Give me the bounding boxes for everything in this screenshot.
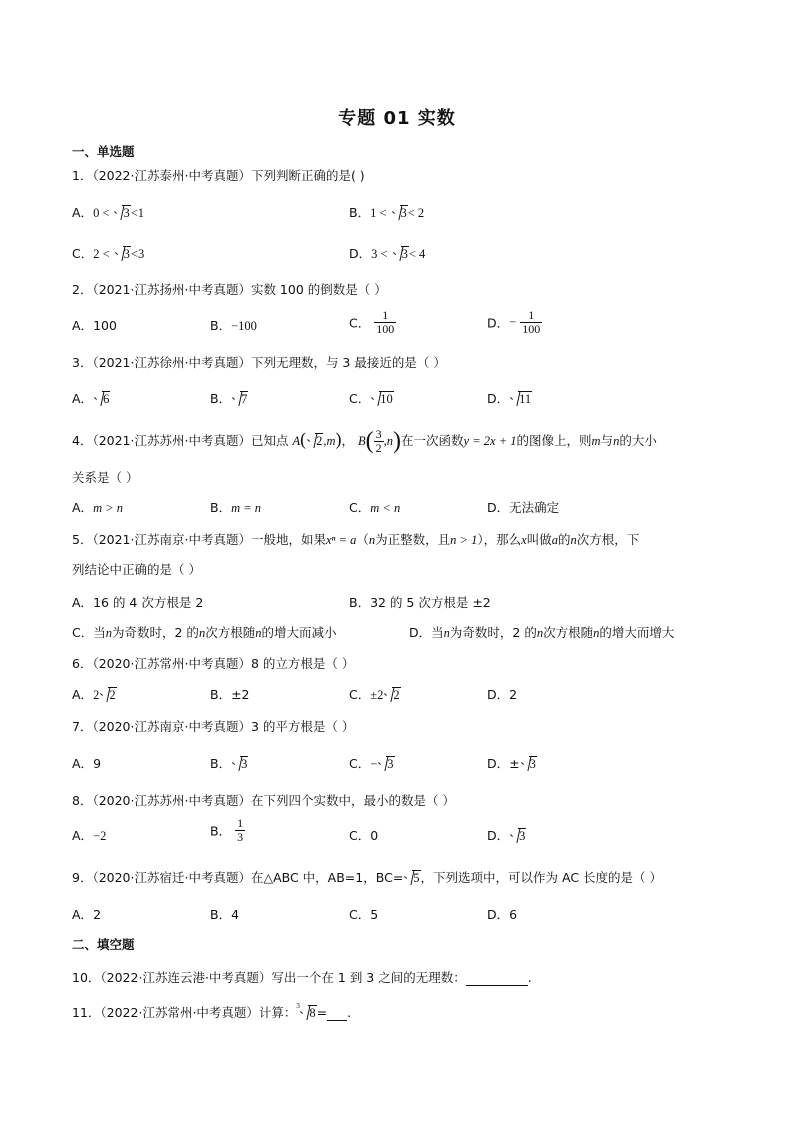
- q1-option-a: A．0 < 3<1: [72, 205, 145, 220]
- sqrt-symbol: 5: [404, 870, 420, 886]
- sqrt-symbol: 3: [114, 205, 130, 221]
- sqrt-symbol: 2: [384, 687, 400, 703]
- sqrt-symbol: 10: [371, 391, 394, 407]
- question-11-stem: 11．（2022·江苏常州·中考真题）计算： 3 8= .: [72, 1002, 352, 1020]
- q4-option-a: A．m > n: [72, 500, 124, 515]
- sqrt-symbol: 3: [378, 756, 394, 772]
- q9-option-a: A．2: [72, 907, 102, 922]
- q3-option-d: D． 11: [487, 391, 532, 406]
- sqrt-symbol: 11: [510, 391, 532, 407]
- q8-option-a: A．−2: [72, 828, 107, 843]
- q8-option-d: D． 3: [487, 828, 526, 843]
- sqrt-symbol: 8: [300, 1005, 316, 1021]
- sqrt-symbol: 3: [232, 756, 248, 772]
- question-9-stem: 9．（2020·江苏宿迁·中考真题）在△ABC 中，AB=1，BC= 5，下列选项中，可以作为 AC 长度的是（ ）: [72, 870, 663, 885]
- q1-option-d: D．3 < 3< 4: [349, 246, 426, 261]
- q9-option-b: B．4: [210, 907, 240, 922]
- q2-option-a: A．100: [72, 318, 117, 333]
- question-7-stem: 7．（2020·江苏南京·中考真题）3 的平方根是（ ）: [72, 719, 355, 734]
- fraction: $\frac{1}{100}$: [522, 308, 541, 336]
- q2-option-b: B．−100: [210, 318, 257, 333]
- question-5-stem-line2: 列结论中正确的是（ ）: [72, 562, 201, 577]
- q6-option-a: A．2 2: [72, 687, 116, 702]
- question-3-stem: 3．（2021·江苏徐州·中考真题）下列无理数，与 3 最接近的是（ ）: [72, 355, 446, 370]
- q6-option-d: D．2: [487, 687, 518, 702]
- q7-option-b: B． 3: [210, 756, 248, 771]
- sqrt-symbol: 6: [94, 391, 110, 407]
- question-8-stem: 8．（2020·江苏苏州·中考真题）在下列四个实数中，最小的数是（ ）: [72, 793, 455, 808]
- question-1-stem: 1．（2022·江苏泰州·中考真题）下列判断正确的是( ): [72, 168, 365, 183]
- sqrt-symbol: 3: [392, 205, 408, 221]
- question-2-stem: 2．（2021·江苏扬州·中考真题）实数 100 的倒数是（ ）: [72, 282, 387, 297]
- sqrt-symbol: 3: [510, 828, 526, 844]
- sqrt-symbol: 7: [232, 391, 248, 407]
- q4-option-b: B．m = n: [210, 500, 262, 515]
- q4-option-c: C．m < n: [349, 500, 401, 515]
- question-4-stem-line2: 关系是（ ）: [72, 470, 139, 485]
- section-heading-single-choice: 一、单选题: [72, 144, 135, 159]
- q5-option-a: A．16 的 4 次方根是 2: [72, 595, 204, 610]
- q2-option-d: D．− $\frac{1}{100}$: [487, 308, 541, 336]
- section-heading-fill-in: 二、填空题: [72, 937, 135, 952]
- q9-option-c: C．5: [349, 907, 379, 922]
- question-4-stem-line1: 4．（2021·江苏苏州·中考真题）已知点 A( 2,m)， B( $\frac{3}{2}$ ,n)在一次函数y = 2x + 1的图像上，则m与n的大小: [72, 427, 657, 455]
- question-5-stem-line1: 5．（2021·江苏南京·中考真题）一般地，如果xⁿ = a（n为正整数，且n > 1），那么x叫做a的n次方根，下: [72, 532, 640, 547]
- sqrt-symbol: 2: [100, 687, 116, 703]
- question-10-stem: 10．（2022·江苏连云港·中考真题）写出一个在 1 到 3 之间的无理数： .: [72, 970, 532, 985]
- q5-option-b: B．32 的 5 次方根是 ±2: [349, 595, 491, 610]
- q3-option-b: B． 7: [210, 391, 248, 406]
- q6-option-b: B．±2: [210, 687, 250, 702]
- q7-option-a: A．9: [72, 756, 102, 771]
- q1-option-b: B．1 < 3< 2: [349, 205, 425, 220]
- sqrt-symbol: 3: [393, 246, 409, 262]
- q8-option-b: B． $\frac{1}{3}$: [210, 816, 244, 844]
- q3-option-c: C． 10: [349, 391, 393, 406]
- answer-blank[interactable]: [327, 1007, 347, 1021]
- q7-option-d: D．± 3: [487, 756, 536, 771]
- q2-option-c: C． $\frac{1}{100}$: [349, 308, 395, 336]
- fraction: $\frac{1}{100}$: [376, 308, 395, 336]
- q1-option-c: C．2 < 3<3: [72, 246, 145, 261]
- cube-root-expression: 3 8: [296, 1002, 316, 1020]
- question-6-stem: 6．（2020·江苏常州·中考真题）8 的立方根是（ ）: [72, 656, 355, 671]
- q8-option-c: C．0: [349, 828, 379, 843]
- q5-option-c: C．当n为奇数时，2 的n次方根随n的增大而减小: [72, 625, 337, 640]
- fraction: $\frac{1}{3}$: [237, 816, 244, 844]
- q3-option-a: A． 6: [72, 391, 110, 406]
- fraction: $\frac{3}{2}$: [375, 427, 382, 455]
- answer-blank[interactable]: [466, 972, 528, 986]
- q5-option-d: D．当n为奇数时，2 的n次方根随n的增大而增大: [409, 625, 675, 640]
- q7-option-c: C．− 3: [349, 756, 394, 771]
- sqrt-symbol: 3: [115, 246, 131, 262]
- q6-option-c: C．±2 2: [349, 687, 400, 702]
- sqrt-symbol: 3: [521, 756, 537, 772]
- q9-option-d: D．6: [487, 907, 518, 922]
- sqrt-symbol: 2: [307, 433, 323, 449]
- page-title: 专题 01 实数: [338, 108, 456, 129]
- q4-option-d: D．无法确定: [487, 500, 560, 515]
